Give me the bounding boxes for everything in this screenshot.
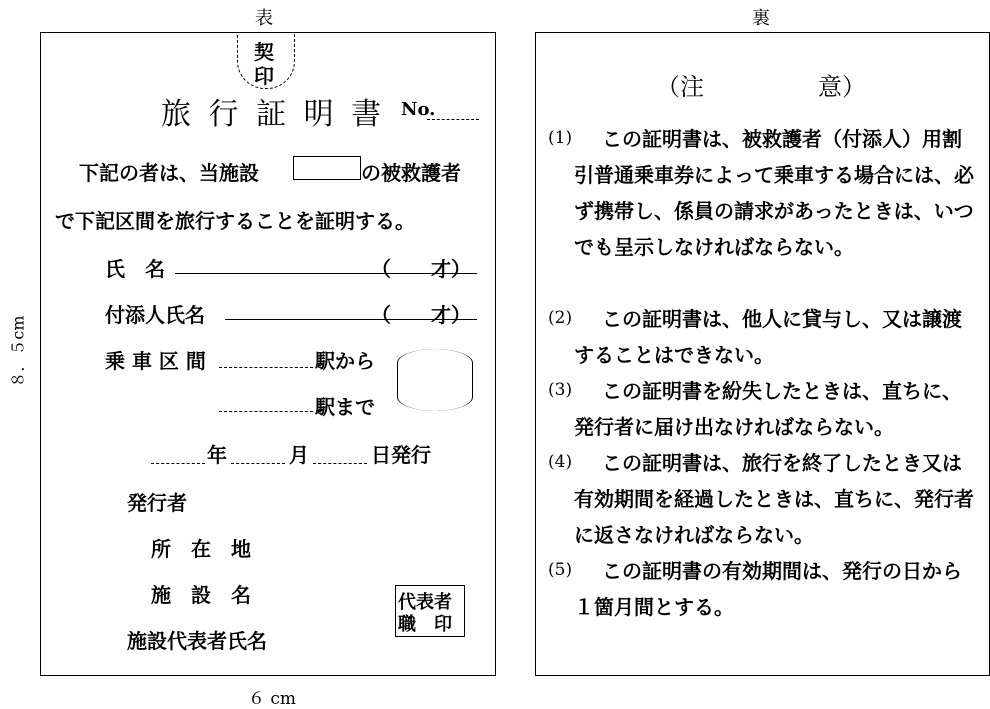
- note-text-4: この証明書は、旅行を終了したとき又は有効期間を経過したときは、直ちに、発行者に返さなければならない。: [574, 451, 974, 547]
- seal-mark: [237, 32, 295, 89]
- month-blank: [231, 441, 285, 464]
- notes-heading-right: 意）: [818, 73, 866, 101]
- stamp-line-1: 代表者: [398, 592, 452, 613]
- attendant-age-label: （ 才）: [371, 303, 471, 327]
- route-label: 乗 車 区 間: [105, 349, 206, 373]
- name-age-label: （ 才）: [371, 257, 471, 281]
- number-blank: [427, 103, 479, 120]
- notes-heading-left: （注: [656, 73, 704, 101]
- month-label: 月: [289, 443, 309, 467]
- route-bracket: [397, 349, 473, 411]
- note-number-4: (4): [548, 452, 573, 472]
- note-text-5: この証明書の有効期間は、発行の日から１箇月間とする。: [574, 559, 962, 619]
- official-stamp-box: [395, 585, 465, 637]
- back-side-label: 裏: [752, 8, 770, 29]
- name-label: 氏 名: [105, 257, 165, 281]
- front-panel: [40, 32, 496, 676]
- seal-char-1: 契: [254, 40, 274, 64]
- representative-label: 施設代表者氏名: [127, 629, 267, 653]
- height-dimension-label: ８．５cm: [8, 315, 28, 388]
- facility-name-label: 施 設 名: [151, 583, 251, 607]
- back-panel: [535, 32, 990, 676]
- note-number-3: (3): [548, 380, 573, 400]
- attendant-label: 付添人氏名: [105, 303, 205, 327]
- note-number-2: (2): [548, 308, 573, 328]
- year-blank: [151, 441, 205, 464]
- intro-line2: で下記区間を旅行することを証明する。: [55, 209, 415, 233]
- document-title: 旅 行 証 明 書: [161, 97, 386, 132]
- note-number-5: (5): [548, 560, 573, 580]
- intro-part2: の被救護者: [361, 161, 461, 185]
- stamp-line-2: 職 印: [398, 614, 452, 635]
- front-side-label: 表: [255, 8, 273, 29]
- number-label: No.: [401, 99, 436, 120]
- issuer-label: 発行者: [127, 491, 187, 515]
- to-station-blank: [219, 389, 313, 412]
- from-station-blank: [219, 345, 313, 368]
- day-issued-label: 日発行: [371, 443, 431, 467]
- note-text-2: この証明書は、他人に貸与し、又は譲渡することはできない。: [574, 307, 962, 367]
- year-label: 年: [207, 443, 227, 467]
- note-text-3: この証明書を紛失したときは、直ちに、発行者に届け出なければならない。: [574, 379, 962, 439]
- note-text-1: この証明書は、被救護者（付添人）用割引普通乗車券によって乗車する場合には、必ず携帯し、係員の請求があったときは、いつでも呈示しなければならない。: [574, 127, 974, 259]
- intro-part1: 下記の者は、当施設: [79, 161, 259, 185]
- facility-blank-box: [293, 156, 361, 180]
- note-number-1: (1): [548, 128, 573, 148]
- seal-char-2: 印: [254, 64, 274, 88]
- address-label: 所 在 地: [151, 537, 251, 561]
- to-station-suffix: 駅まで: [315, 395, 375, 419]
- width-dimension-label: ６ cm: [248, 689, 297, 709]
- day-blank: [313, 441, 367, 464]
- from-station-suffix: 駅から: [315, 349, 375, 373]
